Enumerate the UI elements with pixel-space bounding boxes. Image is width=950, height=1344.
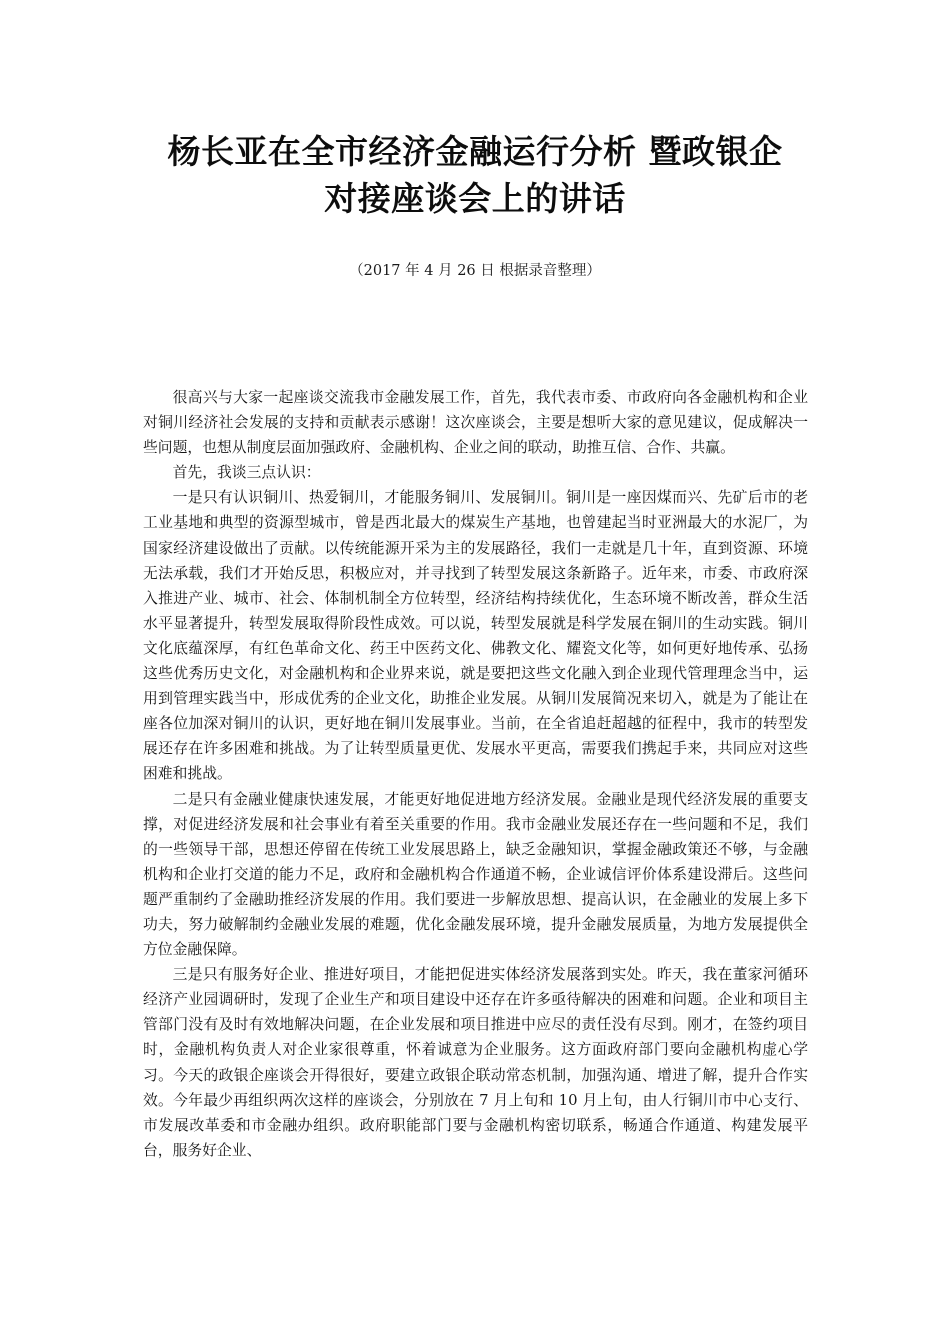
speech-body (143, 385, 808, 1163)
document-title (120, 128, 830, 222)
paragraph-point-1: 一是只有认识铜川、热爱铜川，才能服务铜川、发展铜川。铜川是一座因煤而兴、先矿后市的老工业基地和典型的资源型城市，曾是西北最大的煤炭生产基地，也曾建起当时亚洲最大的水泥厂，为国家经济建设做出了贡献。以传统能源开采为主的发展路径，我们一走就是几十年，直到资源、环境无法承载，我们才开始反思，积极应对，并寻找到了转型发展这条新路子。近年来，市委、市政府深入推进产业、城市、社会、体制机制全方位转型，经济结构持续优化，生态环境不断改善，群众生活水平显著提升，转型发展取得阶段性成效。可以说，转型发展就是科学发展在铜川的生动实践。铜川文化底蕴深厚，有红色革命文化、药王中医药文化、佛教文化、耀瓷文化等，如何更好地传承、弘扬这些优秀历史文化，对金融机构和企业界来说，就是要把这些文化融入到企业现代管理理念当中，运用到管理实践当中，形成优秀的企业文化，助推企业发展。从铜川发展简况来切入，就是为了能让在座各位加深对铜川的认识，更好地在铜川发展事业。当前，在全省追赶超越的征程中，我市的转型发展还存在许多困难和挑战。为了让转型质量更优、发展水平更高，需要我们携起手来，共同应对这些困难和挑战。 (143, 489, 808, 783)
date-note: （2017 年 4 月 26 日 根据录音整理） (349, 263, 601, 279)
paragraph-point-3: 三是只有服务好企业、推进好项目，才能把促进实体经济发展落到实处。昨天，我在董家河循环经济产业园调研时，发现了企业生产和项目建设中还存在许多亟待解决的困难和问题。企业和项目主管部门没有及时有效地解决问题，在企业发展和项目推进中应尽的责任没有尽到。刚才，在签约项目时，金融机构负责人对企业家很尊重，怀着诚意为企业服务。这方面政府部门要向金融机构虚心学习。今天的政银企座谈会开得很好，要建立政银企联动常态机制，加强沟通、增进了解，提升合作实效。今年最少再组织两次这样的座谈会，分别放在 7 月上旬和 10 月上旬，由人行铜川市中心支行、市发展改革委和市金融办组织。政府职能部门要与金融机构密切联系，畅通合作通道、构建发展平台，服务好企业、 (143, 966, 808, 1159)
title-line-1: 杨长亚在全市经济金融运行分析 暨政银企 (167, 132, 783, 171)
paragraph-intro: 很高兴与大家一起座谈交流我市金融发展工作，首先，我代表市委、市政府向各金融机构和企业对铜川经济社会发展的支持和贡献表示感谢！这次座谈会，主要是想听大家的意见建议，促成解决一些问题，也想从制度层面加强政府、金融机构、企业之间的联动，助推互信、合作、共赢。 (143, 389, 808, 457)
paragraph-point-2: 二是只有金融业健康快速发展，才能更好地促进地方经济发展。金融业是现代经济发展的重要支撑，对促进经济发展和社会事业有着至关重要的作用。我市金融业发展还存在一些问题和不足，我们的一些领导干部，思想还停留在传统工业发展思路上，缺乏金融知识，掌握金融政策还不够，与金融机构和企业打交道的能力不足，政府和金融机构合作通道不畅，企业诚信评价体系建设滞后。这些问题严重制约了金融助推经济发展的作用。我们要进一步解放思想、提高认识，在金融业的发展上多下功夫，努力破解制约金融业发展的难题，优化金融发展环境，提升金融发展质量，为地方发展提供全方位金融保障。 (143, 790, 808, 959)
paragraph-outline: 首先，我谈三点认识： (172, 464, 321, 482)
title-line-2: 对接座谈会上的讲话 (324, 179, 626, 218)
